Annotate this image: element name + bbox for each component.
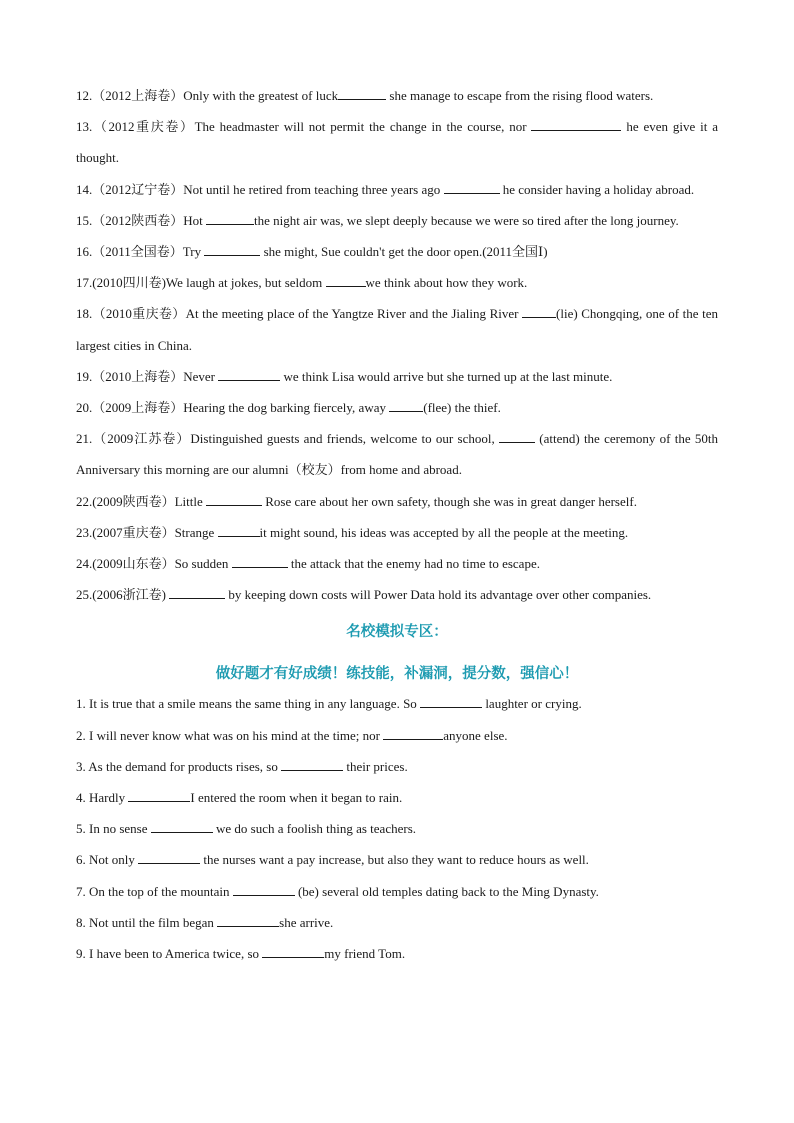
- section-subtitle: 做好题才有好成绩！练技能，补漏洞，提分数，强信心！: [215, 666, 579, 683]
- question-item: [76, 782, 718, 813]
- answer-blank: [218, 369, 280, 381]
- answer-blank: [281, 759, 343, 771]
- question-text-after: their prices.: [343, 758, 408, 774]
- answer-blank: [233, 884, 295, 896]
- question-item: [76, 517, 718, 548]
- question-text-before: 21.（2009江苏卷）Distinguished guests and friends, welcome to our school,: [76, 431, 499, 447]
- question-text-after: he even give it a thought.: [76, 119, 719, 166]
- question-text-before: 25.(2006浙江卷): [76, 587, 170, 603]
- question-text-after: it might sound, his ideas was accepted by all the people at the meeting.: [259, 524, 629, 540]
- question-text-before: 22.(2009陕西卷）Little: [76, 493, 206, 509]
- question-item: [76, 174, 718, 205]
- question-item: [76, 720, 718, 751]
- question-text-after: I entered the room when it began to rain.: [190, 790, 403, 806]
- question-text-before: 19.（2010上海卷）Never: [76, 368, 219, 384]
- answer-blank: [138, 852, 200, 864]
- question-text-after: laughter or crying.: [482, 696, 582, 712]
- exam-questions-list: [76, 80, 718, 610]
- question-text-before: 9. I have been to America twice, so: [76, 946, 263, 962]
- question-item: [76, 423, 718, 485]
- question-text-after: my friend Tom.: [324, 946, 406, 962]
- question-text-before: 16.（2011全国卷）Try: [76, 244, 205, 260]
- answer-blank: [206, 494, 262, 506]
- answer-blank: [338, 88, 386, 100]
- question-text-before: 7. On the top of the mountain: [76, 883, 233, 899]
- question-text-after: she arrive.: [279, 914, 334, 930]
- question-item: [76, 938, 718, 969]
- question-item: [76, 392, 718, 423]
- question-text-after: we think Lisa would arrive but she turned up at the last minute.: [280, 368, 613, 384]
- question-text-before: 1. It is true that a smile means the same thing in any language. So: [76, 696, 421, 712]
- answer-blank: [169, 587, 225, 599]
- question-text-before: 17.(2010四川卷)We laugh at jokes, but seldom: [76, 275, 326, 291]
- question-text-after: (lie) Chongqing, one of the ten largest cities in China.: [76, 306, 718, 353]
- question-item: [76, 111, 718, 173]
- question-item: [76, 486, 718, 517]
- answer-blank: [522, 306, 556, 318]
- answer-blank: [232, 556, 288, 568]
- question-item: [76, 751, 718, 782]
- question-item: [76, 267, 718, 298]
- answer-blank: [499, 431, 535, 443]
- question-item: [76, 361, 718, 392]
- question-text-after: the attack that the enemy had no time to escape.: [287, 556, 540, 572]
- question-item: [76, 579, 718, 610]
- question-text-after: anyone else.: [443, 727, 508, 743]
- question-item: [76, 236, 718, 267]
- answer-blank: [128, 790, 190, 802]
- question-text-before: 14.（2012辽宁卷）Not until he retired from teaching three years ago: [76, 181, 444, 197]
- question-text-after: (attend) the ceremony of the 50th Anniversary this morning are our alumni（校友）from home and abroad.: [76, 431, 718, 478]
- question-text-after: she might, Sue couldn't get the door open.(2011全国Ⅰ): [260, 244, 548, 260]
- question-item: [76, 548, 718, 579]
- mock-questions-list: [76, 688, 718, 969]
- answer-blank: [218, 525, 260, 537]
- question-item: [76, 298, 718, 360]
- answer-blank: [531, 119, 621, 131]
- question-text-after: (be) several old temples dating back to the Ming Dynasty.: [294, 883, 599, 899]
- answer-blank: [262, 946, 324, 958]
- question-item: [76, 813, 718, 844]
- question-text-after: we do such a foolish thing as teachers.: [212, 821, 417, 837]
- section-title: 名校模拟专区：: [346, 624, 448, 641]
- question-text-after: we think about how they work.: [365, 275, 528, 291]
- question-item: [76, 907, 718, 938]
- question-text-before: 3. As the demand for products rises, so: [76, 758, 282, 774]
- question-text-before: 18.（2010重庆卷）At the meeting place of the Yangtze River and the Jialing River: [76, 306, 523, 322]
- question-text-before: 15.（2012陕西卷）Hot: [76, 212, 207, 228]
- question-text-before: 5. In no sense: [76, 821, 151, 837]
- answer-blank: [217, 915, 279, 927]
- question-text-after: the nurses want a pay increase, but also they want to reduce hours as well.: [200, 852, 589, 868]
- answer-blank: [420, 696, 482, 708]
- answer-blank: [383, 728, 443, 740]
- answer-blank: [326, 275, 366, 287]
- question-text-before: 2. I will never know what was on his mind at the time; nor: [76, 727, 384, 743]
- question-text-before: 23.(2007重庆卷）Strange: [76, 524, 218, 540]
- question-item: [76, 688, 718, 719]
- question-text-after: Rose care about her own safety, though she was in great danger herself.: [262, 493, 637, 509]
- question-text-before: 20.（2009上海卷）Hearing the dog barking fiercely, away: [76, 400, 390, 416]
- question-text-before: 12.（2012上海卷）Only with the greatest of luck: [76, 88, 339, 103]
- answer-blank: [204, 244, 260, 256]
- question-text-after: (flee) the thief.: [423, 400, 501, 416]
- answer-blank: [389, 400, 423, 412]
- question-item: [76, 205, 718, 236]
- question-text-after: by keeping down costs will Power Data hold its advantage over other companies.: [225, 587, 652, 603]
- question-text-after: the night air was, we slept deeply because we were so tired after the long journey.: [254, 212, 679, 228]
- question-text-before: 8. Not until the film began: [76, 914, 218, 930]
- question-text-after: she manage to escape from the rising flood waters.: [386, 88, 654, 103]
- question-item: [76, 80, 718, 111]
- question-text-before: 6. Not only: [76, 852, 139, 868]
- answer-blank: [206, 213, 254, 225]
- question-text-after: he consider having a holiday abroad.: [499, 181, 695, 197]
- question-item: [76, 844, 718, 875]
- answer-blank: [444, 182, 500, 194]
- question-item: [76, 876, 718, 907]
- question-text-before: 13.（2012重庆卷）The headmaster will not permit the change in the course, nor: [76, 119, 532, 135]
- question-text-before: 4. Hardly: [76, 790, 129, 806]
- answer-blank: [151, 821, 213, 833]
- question-text-before: 24.(2009山东卷）So sudden: [76, 556, 232, 572]
